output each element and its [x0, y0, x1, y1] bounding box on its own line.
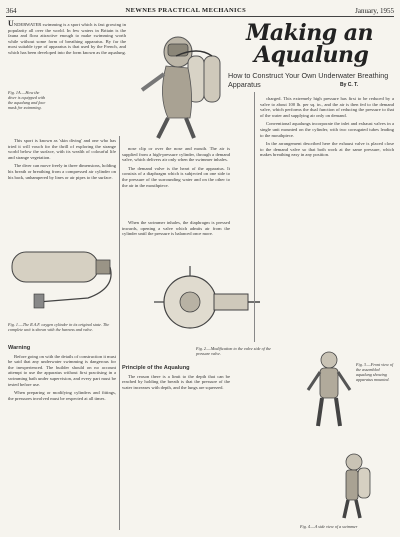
right-column [260, 96, 394, 161]
middle-paragraph-1: nose clip or over the nose and mouth. The air is supplied from a high-pressure cylinder, through a demand valve, which delivers air only when the swimmer inhales. [122, 146, 230, 163]
warning-section [8, 342, 116, 404]
diver-illustration [128, 26, 240, 142]
left-body-column [8, 138, 116, 183]
diver-illustration-svg [128, 26, 240, 142]
right-paragraph-1: charged. This extremely high pressure has first to be reduced by a valve to about 100 lb. per sq. in., and the air is then fed to the demand valve, which performs the dual function of reducing the pressure to that of the water and supplying air only on demand. [260, 96, 394, 118]
swimmer-figure [304, 350, 354, 428]
swimmer-side-svg [314, 448, 394, 520]
page-header [6, 5, 394, 16]
issue-date: January, 1955 [355, 6, 394, 15]
fig2-caption: Fig. 2.—Modification to the valve side of the pressure valve. [196, 346, 272, 356]
warning-heading: Warning [8, 345, 31, 351]
middle-paragraph-3: When the swimmer inhales, the diaphragm is pressed inwards, opening a valve which admits air from the cylinder until the pressure is balanced once more. [122, 220, 230, 237]
right-paragraph-2: Conventional aqualungs incorporate the inlet and exhaust valves in a single unit mounted on the cylinder, with two corrugated tubes leading to the mouthpiece. [260, 121, 394, 138]
middle-column-mid [122, 220, 230, 240]
intro-column [8, 21, 126, 59]
fig1-caption: Fig. 1.—The R.A.F. oxygen cylinder in its original state. The complete unit is shown with the harness and valve. [8, 322, 110, 332]
left-paragraph-2: The diver can move freely in three dimensions, holding his breath or breathing from a compressed air cylinder on his back, unhampered by lines or air pipes to the surface. [8, 163, 116, 180]
valve-diagram-svg [150, 262, 262, 344]
middle-column-upper [122, 146, 230, 191]
swimmer-side-figure [314, 448, 394, 520]
left-caption: Fig. 1A.—How the diver is equipped with the aqualung and face mask for swimming. [8, 90, 46, 110]
principle-section [122, 362, 230, 393]
article-subtitle: How to Construct Your Own Underwater Breathing Apparatus [228, 71, 389, 89]
left-paragraph-1: This sport is known as 'skin diving' and one who has tried it will vouch for the thrill of exploring the strange world below the surface, with its wealth of colourful life and strange vegetation. [8, 138, 116, 160]
drop-cap: U [8, 19, 14, 28]
right-paragraph-3: In the arrangement described here the exhaust valve is placed close to the demand valve so that both work at the same pressure, which makes breathing easy in any position. [260, 141, 394, 158]
page-number: 364 [6, 6, 17, 15]
valve-diagram [150, 262, 262, 344]
fig3-caption: Fig. 3.—Front view of the assembled aqualung showing apparatus mounted. [356, 362, 394, 382]
middle-paragraph-2: The demand valve is the heart of the apparatus. It consists of a diaphragm which is subjected on one side to the pressure of the surrounding water and on the other to the air in the mouthpiece. [122, 165, 230, 188]
cylinder-diagram [8, 238, 118, 320]
warning-paragraph-2: When preparing or modifying cylinders and fittings, the pressures involved must be respected at all times. [8, 390, 116, 401]
column-divider-right [254, 92, 255, 342]
principle-paragraph: The reason there is a limit to the depth that can be reached by holding the breath is that the pressure of the water increases with depth, and the lungs are squeezed. [122, 373, 230, 390]
header-rule [6, 16, 394, 17]
article-title [246, 22, 396, 66]
warning-paragraph-1: Before going on with the details of construction it must be said that any underwater swimming is dangerous for the inexperienced. The builder should on no account attempt to use the apparatus without first practising in a swimming bath under supervision, and every part must be tested before use. [8, 353, 116, 387]
fig4-caption: Fig. 4.—A side view of a swimmer [300, 524, 358, 529]
title-line-2: Aqualung [254, 42, 369, 68]
publication-name: NEWNES PRACTICAL MECHANICS [125, 7, 247, 14]
intro-paragraph: NDERWATER swimming is a sport which is fast growing in popularity all over the world. In few waters in Britain is the fauna and flora attractive enough to make swimming worth while without some form of breathing apparatus. By far the most suitable type of apparatus is that used by the French, and which has been developed into the form known as the aqualung. [8, 22, 127, 55]
principle-heading: Principle of the Aqualung [122, 365, 190, 371]
article-byline: By C. T. [340, 82, 359, 88]
title-line-1: Making an [246, 20, 373, 46]
swimmer-figure-svg [304, 350, 354, 428]
cylinder-diagram-svg [8, 238, 118, 320]
column-divider-left [119, 136, 120, 530]
